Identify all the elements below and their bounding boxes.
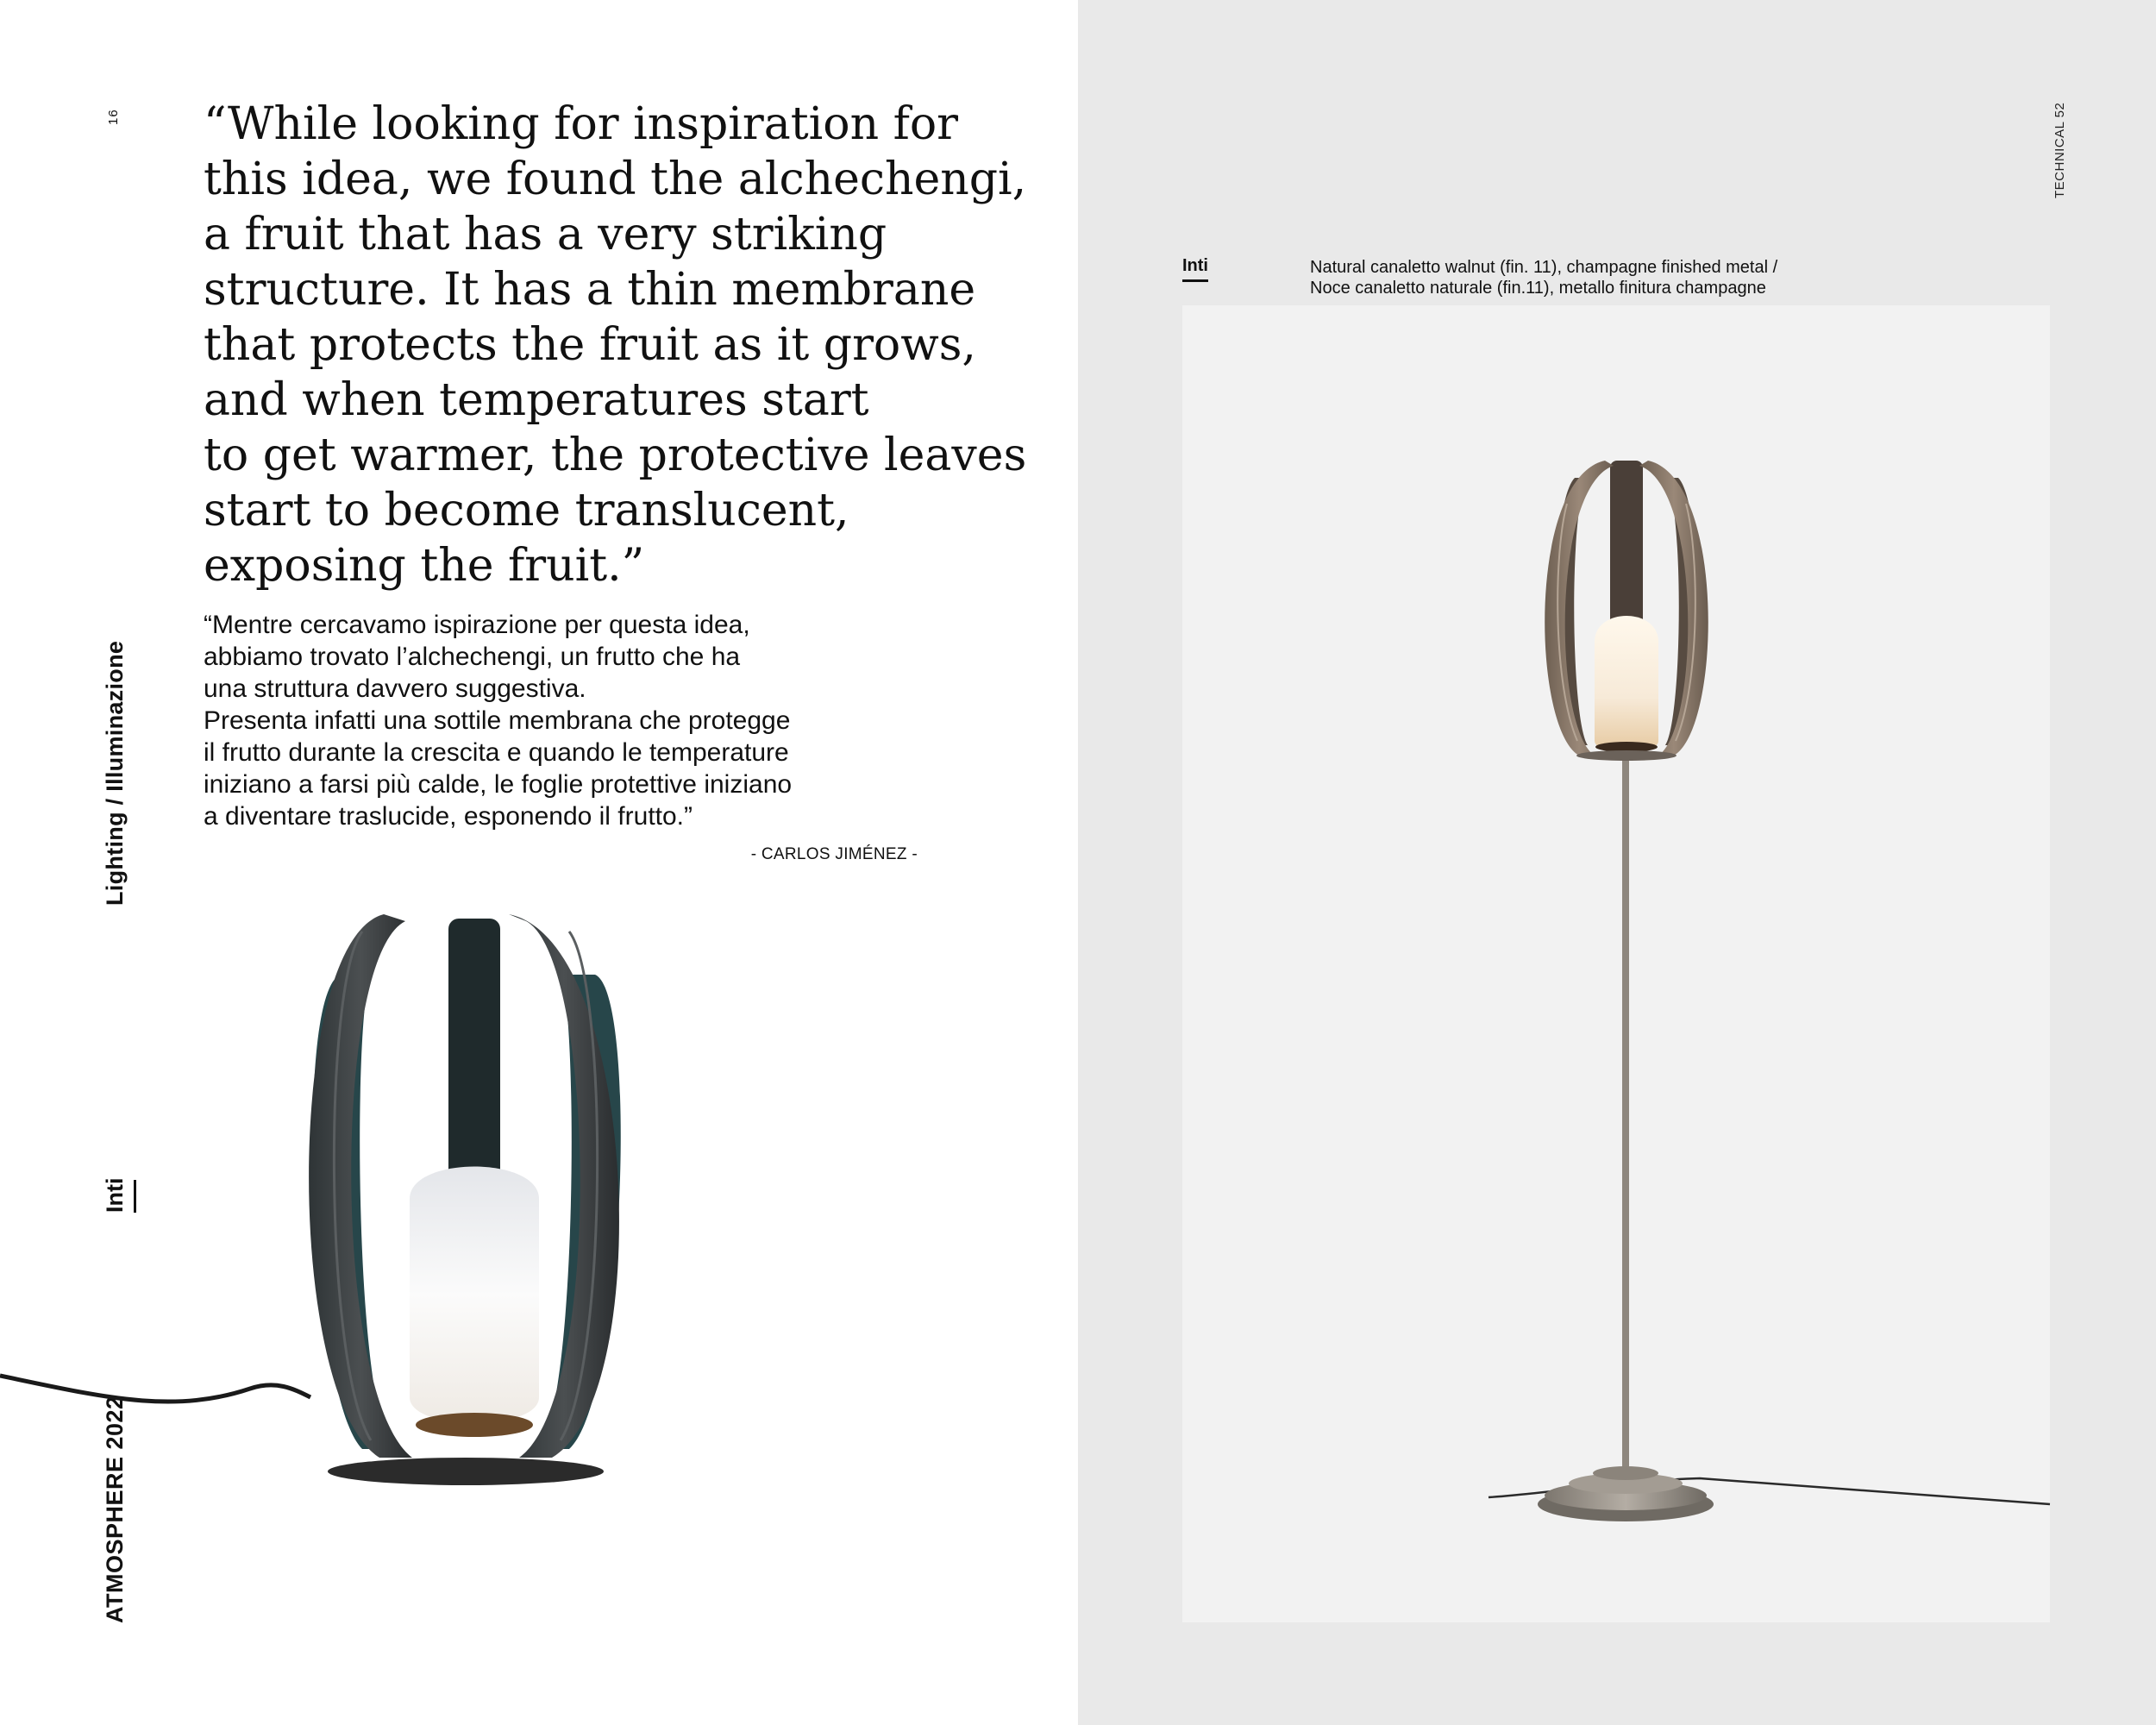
quote-it-line: iniziano a farsi più calde, le foglie protettive iniziano bbox=[204, 770, 793, 799]
quote-it-line: abbiamo trovato l’alchechengi, un frutto che ha bbox=[204, 643, 741, 671]
quote-it-line: Presenta infatti una sottile membrana che protegge bbox=[204, 706, 791, 735]
quote-en-line: and when temperatures start bbox=[204, 374, 869, 426]
section-label: TECHNICAL 52 bbox=[2053, 102, 2067, 198]
quote-en-line: exposing the fruit.” bbox=[204, 540, 645, 592]
quote-en-line: a fruit that has a very striking bbox=[204, 209, 887, 260]
caption-line-it: Noce canaletto naturale (fin.11), metallo finitura champagne bbox=[1310, 279, 1766, 298]
quote-en-line: this idea, we found the alchechengi, bbox=[204, 154, 1027, 205]
caption-line-en: Natural canaletto walnut (fin. 11), champagne finished metal / bbox=[1310, 258, 1778, 277]
quote-en-line: to get warmer, the protective leaves bbox=[204, 430, 1027, 481]
table-lamp-image bbox=[0, 880, 923, 1484]
quote-author: - CARLOS JIMÉNEZ - bbox=[750, 845, 918, 863]
quote-en-line: that protects the fruit as it grows, bbox=[204, 319, 976, 371]
quote-it-line: a diventare traslucide, esponendo il frutto.” bbox=[204, 802, 693, 831]
caption-product-name: Inti bbox=[1182, 256, 1208, 275]
quote-en-line: “While looking for inspiration for bbox=[204, 98, 959, 150]
page-number: 16 bbox=[106, 109, 121, 125]
quote-en-line: structure. It has a thin membrane bbox=[204, 264, 976, 316]
category-label: Lighting / Illuminazione bbox=[102, 640, 128, 906]
product-side-label: Inti bbox=[102, 1177, 128, 1213]
quote-it-line: una struttura davvero suggestiva. bbox=[204, 674, 586, 703]
quote-it-line: il frutto durante la crescita e quando le temperature bbox=[204, 738, 789, 767]
quote-en-line: start to become translucent, bbox=[204, 485, 849, 536]
quote-it-line: “Mentre cercavamo ispirazione per questa idea, bbox=[204, 611, 750, 639]
caption-rule bbox=[1182, 279, 1208, 282]
floor-lamp-image bbox=[1182, 305, 2050, 1622]
quote-italian bbox=[204, 609, 980, 832]
brand-issue-label: ATMOSPHERE 2022 bbox=[102, 1396, 128, 1623]
quote-english bbox=[204, 97, 1066, 593]
caption-description bbox=[1310, 257, 1777, 298]
